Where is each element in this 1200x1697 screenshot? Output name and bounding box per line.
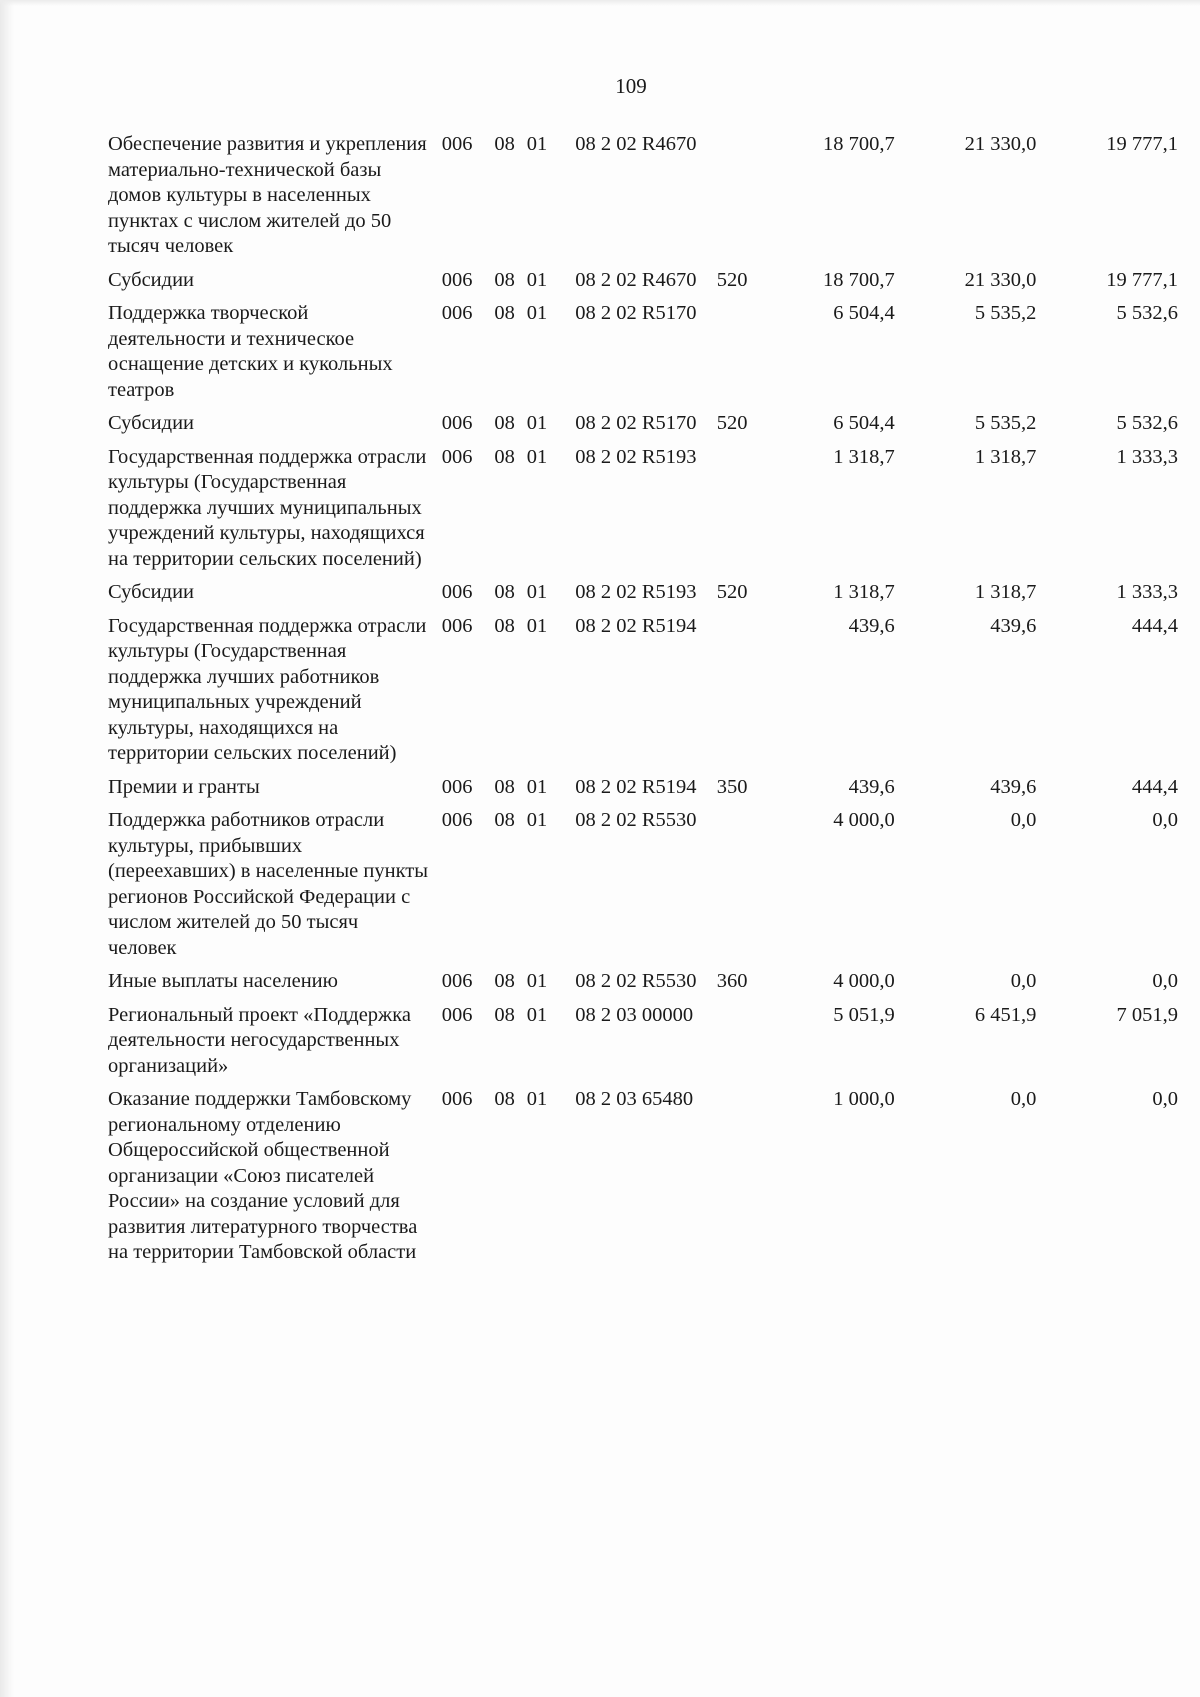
table-row (108, 969, 1178, 1003)
row-value-3: 444,4 (1131, 614, 1178, 637)
row-name: Государственная поддержка отрасли культуры (Государственная поддержка лучших муниципальных учреждений культуры, находящихся на территории сельских поселений) (108, 445, 427, 570)
row-rz: 08 (494, 268, 515, 291)
row-csr: 08 2 02 R5194 (575, 775, 697, 798)
row-vr (717, 132, 776, 268)
table-row (108, 808, 1178, 969)
row-value-2: 6 451,9 (974, 1003, 1037, 1026)
row-name: Премии и гранты (108, 775, 260, 798)
table-row (108, 1087, 1178, 1274)
row-value-3: 19 777,1 (1106, 133, 1178, 155)
row-value-1: 18 700,7 (823, 133, 895, 155)
table-row (108, 1003, 1178, 1088)
row-ved: 006 (441, 614, 473, 637)
row-value-3: 19 777,1 (1106, 268, 1178, 291)
row-value-3: 5 532,6 (1116, 302, 1178, 324)
row-csr: 08 2 02 R4670 (575, 268, 697, 291)
row-value-1: 4 000,0 (833, 809, 895, 831)
row-pr: 01 (526, 1003, 548, 1026)
row-value-3: 0,0 (1152, 970, 1178, 992)
page-number: 109 (615, 74, 647, 98)
table-row (108, 614, 1178, 775)
row-value-1: 439,6 (848, 775, 895, 798)
row-value-2: 21 330,0 (964, 133, 1037, 155)
budget-table (108, 132, 1178, 1274)
row-value-3: 5 532,6 (1116, 412, 1178, 434)
row-pr: 01 (526, 581, 548, 603)
row-pr: 01 (526, 133, 548, 155)
row-rz: 08 (494, 970, 515, 992)
row-pr: 01 (526, 809, 548, 831)
row-ved: 006 (441, 581, 473, 603)
row-value-2: 439,6 (990, 614, 1037, 637)
row-value-3: 0,0 (1152, 809, 1178, 831)
row-rz: 08 (494, 614, 515, 637)
table-row (108, 132, 1178, 268)
row-name: Поддержка работников отрасли культуры, прибывших (переехавших) в населенные пункты регионов Российской Федерации с числом жителей до 50 тысяч человек (108, 809, 428, 959)
row-value-1: 1 000,0 (833, 1088, 895, 1110)
table-row (108, 580, 1178, 614)
row-value-3: 444,4 (1131, 775, 1178, 798)
row-csr: 08 2 02 R5194 (575, 614, 697, 637)
row-vr (717, 445, 776, 581)
row-value-2: 1 318,7 (974, 581, 1037, 603)
row-value-2: 21 330,0 (964, 268, 1037, 291)
row-ved: 006 (441, 133, 473, 155)
row-value-2: 1 318,7 (974, 445, 1037, 468)
row-rz: 08 (494, 412, 515, 434)
row-value-1: 6 504,4 (833, 302, 895, 324)
row-ved: 006 (441, 302, 473, 324)
row-name: Государственная поддержка отрасли культуры (Государственная поддержка лучших работников муниципальных учреждений культуры, находящихся на территории сельских поселений) (108, 614, 427, 764)
row-ved: 006 (441, 1003, 473, 1026)
row-rz: 08 (494, 581, 515, 603)
row-pr: 01 (526, 970, 548, 992)
row-pr: 01 (526, 302, 548, 324)
row-name: Иные выплаты населению (108, 970, 338, 992)
table-row (108, 411, 1178, 445)
row-ved: 006 (441, 775, 473, 798)
row-csr: 08 2 02 R5530 (575, 970, 697, 992)
row-ved: 006 (441, 268, 473, 291)
row-value-1: 1 318,7 (833, 445, 895, 468)
row-csr: 08 2 02 R5193 (575, 445, 697, 468)
row-ved: 006 (441, 970, 473, 992)
row-csr: 08 2 02 R5193 (575, 581, 697, 603)
row-pr: 01 (526, 775, 548, 798)
row-vr (717, 614, 776, 775)
row-rz: 08 (494, 775, 515, 798)
row-vr: 520 (716, 268, 748, 291)
row-name: Региональный проект «Поддержка деятельности негосударственных организаций» (108, 1003, 411, 1077)
row-vr: 520 (716, 412, 748, 434)
table-row (108, 775, 1178, 809)
row-value-3: 1 333,3 (1116, 581, 1178, 603)
row-ved: 006 (441, 412, 473, 434)
row-csr: 08 2 02 R5170 (575, 412, 697, 434)
row-vr: 520 (716, 581, 748, 603)
row-csr: 08 2 03 65480 (575, 1088, 694, 1110)
row-value-2: 5 535,2 (974, 412, 1037, 434)
table-row (108, 445, 1178, 581)
row-value-3: 0,0 (1152, 1088, 1178, 1110)
row-value-2: 5 535,2 (974, 302, 1037, 324)
row-name: Обеспечение развития и укрепления материально-технической базы домов культуры в населенных пунктах с числом жителей до 50 тысяч человек (108, 133, 427, 257)
row-value-2: 0,0 (1010, 1088, 1037, 1110)
row-value-1: 6 504,4 (833, 412, 895, 434)
row-value-1: 1 318,7 (833, 581, 895, 603)
row-pr: 01 (526, 445, 548, 468)
row-name: Субсидии (108, 581, 195, 603)
row-pr: 01 (526, 412, 548, 434)
row-value-1: 5 051,9 (833, 1003, 895, 1026)
row-name: Поддержка творческой деятельности и техническое оснащение детских и кукольных театров (108, 302, 393, 401)
row-pr: 01 (526, 614, 548, 637)
row-value-2: 439,6 (990, 775, 1037, 798)
row-value-2: 0,0 (1010, 809, 1037, 831)
row-value-3: 7 051,9 (1116, 1003, 1178, 1026)
row-rz: 08 (494, 1003, 515, 1026)
row-name: Субсидии (108, 412, 195, 434)
row-rz: 08 (494, 133, 515, 155)
row-csr: 08 2 02 R5170 (575, 302, 697, 324)
row-vr (717, 1003, 776, 1088)
row-name: Оказание поддержки Тамбовскому региональному отделению Общероссийской общественной организации «Союз писателей России» на создание условий для развития литературного творчества на территории Тамбовской области (108, 1088, 418, 1263)
row-value-1: 4 000,0 (833, 970, 895, 992)
row-rz: 08 (494, 302, 515, 324)
row-ved: 006 (441, 445, 473, 468)
row-value-1: 439,6 (848, 614, 895, 637)
row-ved: 006 (441, 809, 473, 831)
row-rz: 08 (494, 1088, 515, 1110)
table-row (108, 301, 1178, 411)
row-pr: 01 (526, 1088, 548, 1110)
row-ved: 006 (441, 1088, 473, 1110)
row-vr: 350 (716, 775, 748, 798)
row-vr (717, 301, 776, 411)
row-csr: 08 2 02 R5530 (575, 809, 697, 831)
row-rz: 08 (494, 445, 515, 468)
row-csr: 08 2 02 R4670 (575, 133, 697, 155)
row-csr: 08 2 03 00000 (575, 1003, 694, 1026)
row-value-3: 1 333,3 (1116, 445, 1178, 468)
row-vr (717, 1087, 776, 1274)
row-name: Субсидии (108, 268, 195, 291)
table-row (108, 268, 1178, 302)
row-vr: 360 (716, 970, 748, 992)
scan-edge-top (0, 0, 1200, 6)
row-value-2: 0,0 (1010, 970, 1037, 992)
row-value-1: 18 700,7 (823, 268, 895, 291)
row-pr: 01 (526, 268, 548, 291)
row-rz: 08 (494, 809, 515, 831)
scan-edge-left (0, 0, 14, 1697)
row-vr (717, 808, 776, 969)
